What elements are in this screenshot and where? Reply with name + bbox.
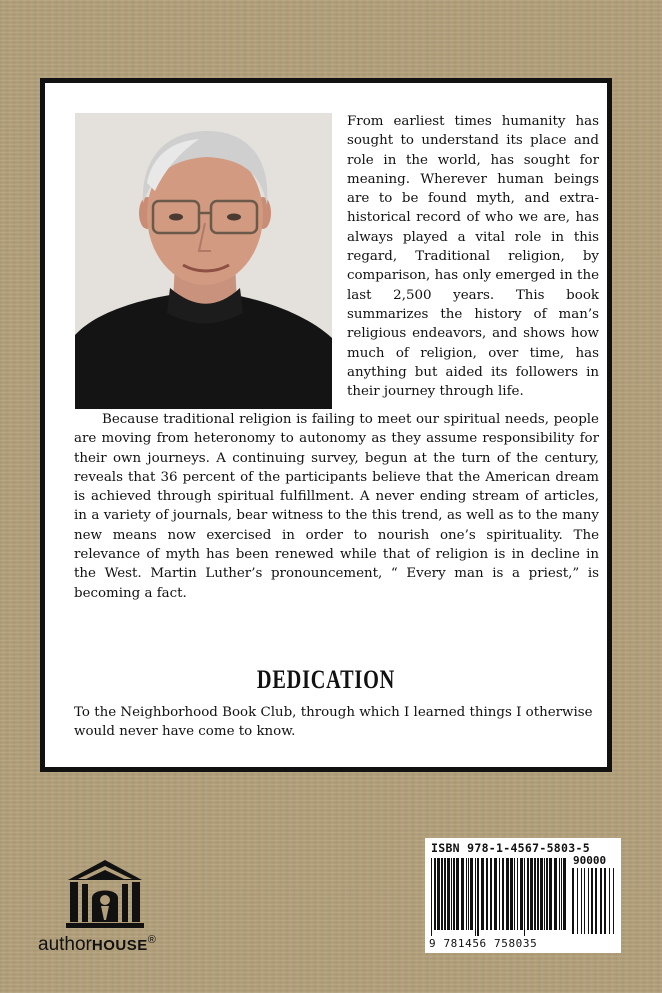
barcode-bar	[486, 858, 488, 930]
publisher-logo	[38, 858, 188, 968]
addon-bar	[588, 868, 589, 934]
barcode-bar	[461, 858, 464, 930]
barcode-bar	[520, 858, 523, 930]
barcode-bar	[506, 858, 509, 930]
barcode-bar	[490, 858, 492, 930]
isbn-label: ISBN 978-1-4567-5803-5	[431, 841, 590, 855]
ean-number: 9 781456 758035	[429, 937, 538, 950]
barcode-bar	[431, 858, 432, 936]
description-paragraph-2: Because traditional religion is failing to meet our spiritual needs, people are moving from heteronomy to autonomy as they assume responsibility for their own journeys. A continuing survey, begun at the turn of the century, reveals that 36 percent of the participants believe that the American dream is achieved through spiritual fulfillment. A never ending stream of articles, in a variety of journals, bear witness to the this trend, as well as to the many new means now exercised in order to nourish one’s spirituality. The relevance of myth has been renewed while that of religion is in decline in the West. Martin Luther’s pronouncement, “ Every man is a priest,” is becoming a fact.	[74, 412, 599, 601]
price-addon-bars	[571, 868, 617, 934]
barcode-bar	[517, 858, 518, 930]
author-photo	[75, 113, 332, 409]
barcode-bar	[470, 858, 473, 930]
addon-bar	[595, 868, 597, 934]
addon-bar	[600, 868, 602, 934]
addon-bar	[604, 868, 606, 934]
ean-barcode-bars	[429, 858, 569, 936]
barcode-bar	[437, 858, 440, 930]
barcode-bar	[494, 858, 497, 930]
addon-bar	[581, 868, 582, 934]
barcode-bar	[514, 858, 515, 930]
barcode-bar	[534, 858, 536, 930]
addon-bar	[591, 868, 593, 934]
barcode-bar	[434, 858, 436, 930]
barcode-bar	[554, 858, 557, 930]
barcode-bar	[530, 858, 533, 930]
barcode-bar	[546, 858, 548, 930]
addon-bar	[577, 868, 578, 934]
barcode-bar	[451, 858, 452, 930]
barcode-bar	[563, 858, 566, 930]
barcode-bar	[444, 858, 446, 930]
addon-bar	[613, 868, 614, 934]
barcode-bar	[441, 858, 443, 930]
barcode-bar	[499, 858, 500, 930]
barcode-bar	[502, 858, 504, 930]
barcode-bar	[540, 858, 543, 930]
barcode-bar	[466, 858, 467, 930]
barcode-bar	[447, 858, 450, 930]
dedication-heading: DEDICATION	[256, 665, 396, 694]
publisher-name: authorHOUSE®	[38, 934, 156, 955]
barcode-bar	[475, 858, 476, 936]
barcode-bar	[549, 858, 552, 930]
barcode-bar	[481, 858, 484, 930]
addon-bar	[584, 868, 585, 934]
addon-bar	[609, 868, 610, 934]
back-cover-panel	[40, 78, 612, 772]
addon-bar	[572, 868, 574, 934]
barcode-bar	[527, 858, 529, 930]
barcode-bar	[561, 858, 562, 930]
barcode-bar	[456, 858, 459, 930]
barcode-bar	[510, 858, 513, 930]
house-logo-icon	[64, 858, 146, 930]
barcode-bar	[537, 858, 539, 930]
description-paragraph-1: From earliest times humanity has sought to understand its place and role in the world, has sought for meaning. Wherever human beings are to be found myth, and extra-historical record of who we are, has always played a vital role in this regard, Traditional religion, by comparison, has only emerged in the last 2,500 years. This book summarizes the history of man’s religious endeavors, and shows how much of religion, over time, has anything but aided its followers in their journey through life.	[347, 114, 599, 400]
barcode-bar	[477, 858, 479, 936]
barcode-bar	[544, 858, 545, 930]
barcode-bar	[453, 858, 455, 930]
barcode-bar	[468, 858, 469, 930]
barcode-bar	[524, 858, 525, 936]
price-code: 90000	[573, 854, 607, 867]
dedication-text: To the Neighborhood Book Club, through which I learned things I otherwise would never have come to know.	[74, 705, 593, 740]
barcode-bar	[559, 858, 560, 930]
isbn-barcode	[425, 838, 621, 953]
